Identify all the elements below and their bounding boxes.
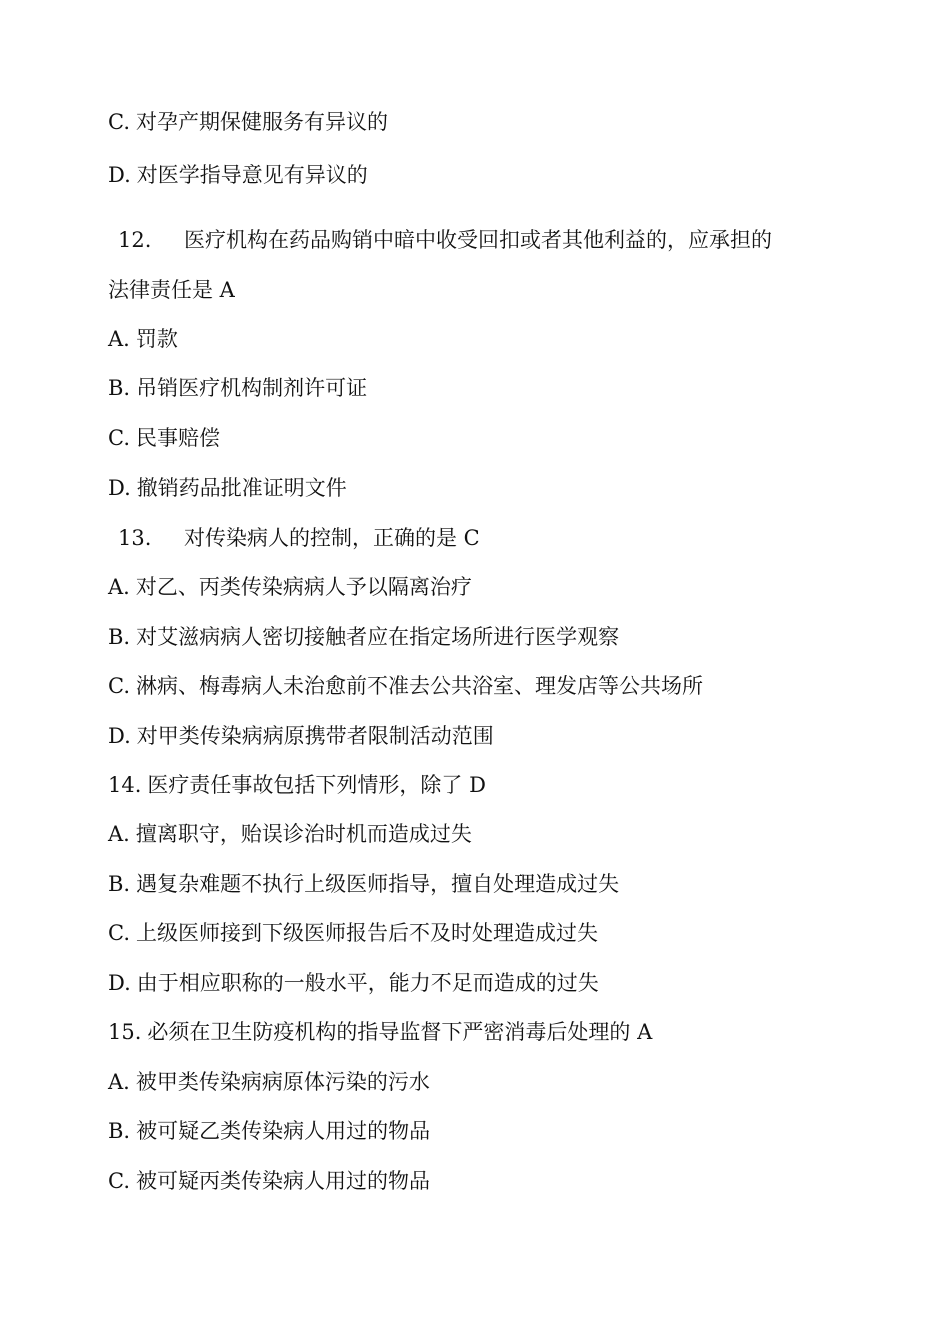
option-line xyxy=(108,474,347,502)
option-line xyxy=(108,374,367,402)
option-text: 对乙、丙类传染病病人予以隔离治疗 xyxy=(135,575,472,599)
option-label: A. xyxy=(108,822,130,846)
option-line xyxy=(108,161,368,189)
option-line xyxy=(108,325,178,353)
option-line xyxy=(108,1117,430,1145)
option-label: C. xyxy=(108,921,130,945)
option-label: D. xyxy=(108,476,131,500)
option-label: D. xyxy=(108,163,131,187)
option-text: 遇复杂难题不执行上级医师指导，擅自处理造成过失 xyxy=(136,872,620,896)
option-label: D. xyxy=(108,971,131,995)
option-line xyxy=(108,573,472,601)
option-label: A. xyxy=(108,1070,130,1094)
option-text: 擅离职守，贻误诊治时机而造成过失 xyxy=(135,822,472,846)
option-line xyxy=(108,969,599,997)
option-line xyxy=(108,722,494,750)
option-label: B. xyxy=(108,1119,131,1143)
question-line xyxy=(108,226,772,254)
question-text: 医疗机构在药品购销中暗中收受回扣或者其他利益的，应承担的 xyxy=(184,228,772,252)
option-text: 对医学指导意见有异议的 xyxy=(136,163,368,187)
question-text: 法律责任是 A xyxy=(108,278,235,302)
option-text: 吊销医疗机构制剂许可证 xyxy=(136,376,368,400)
option-label: B. xyxy=(108,625,131,649)
question-text: 医疗责任事故包括下列情形，除了 D xyxy=(147,773,486,797)
option-line xyxy=(108,1068,430,1096)
option-label: C. xyxy=(108,1169,130,1193)
question-number: 15. xyxy=(108,1020,142,1044)
question-line xyxy=(108,1018,652,1046)
question-line xyxy=(108,771,486,799)
option-line xyxy=(108,672,703,700)
question-number: 12. xyxy=(118,228,152,252)
option-label: D. xyxy=(108,724,131,748)
option-text: 对甲类传染病病原携带者限制活动范围 xyxy=(136,724,494,748)
question-text: 必须在卫生防疫机构的指导监督下严密消毒后处理的 A xyxy=(147,1020,653,1044)
option-line xyxy=(108,1167,430,1195)
option-text: 对孕产期保健服务有异议的 xyxy=(136,110,388,134)
option-line xyxy=(108,919,598,947)
option-text: 罚款 xyxy=(135,327,178,351)
option-label: C. xyxy=(108,426,130,450)
option-label: A. xyxy=(108,575,130,599)
option-text: 被可疑丙类传染病人用过的物品 xyxy=(136,1169,430,1193)
option-line xyxy=(108,820,472,848)
option-text: 被可疑乙类传染病人用过的物品 xyxy=(136,1119,431,1143)
option-line xyxy=(108,108,388,136)
question-number: 13. xyxy=(118,526,152,550)
question-continuation xyxy=(108,276,235,304)
option-text: 淋病、梅毒病人未治愈前不准去公共浴室、理发店等公共场所 xyxy=(136,674,703,698)
option-label: A. xyxy=(108,327,130,351)
question-number: 14. xyxy=(108,773,142,797)
option-line xyxy=(108,623,619,651)
option-text: 民事赔偿 xyxy=(136,426,220,450)
option-text: 对艾滋病病人密切接触者应在指定场所进行医学观察 xyxy=(136,625,620,649)
option-text: 撤销药品批准证明文件 xyxy=(136,476,347,500)
option-text: 由于相应职称的一般水平，能力不足而造成的过失 xyxy=(136,971,599,995)
option-label: C. xyxy=(108,110,130,134)
option-label: C. xyxy=(108,674,130,698)
option-label: B. xyxy=(108,872,131,896)
question-line xyxy=(108,524,480,552)
option-label: B. xyxy=(108,376,131,400)
option-line xyxy=(108,424,220,452)
option-line xyxy=(108,870,619,898)
option-text: 被甲类传染病病原体污染的污水 xyxy=(135,1070,430,1094)
option-text: 上级医师接到下级医师报告后不及时处理造成过失 xyxy=(136,921,598,945)
question-text: 对传染病人的控制，正确的是 C xyxy=(184,526,480,550)
